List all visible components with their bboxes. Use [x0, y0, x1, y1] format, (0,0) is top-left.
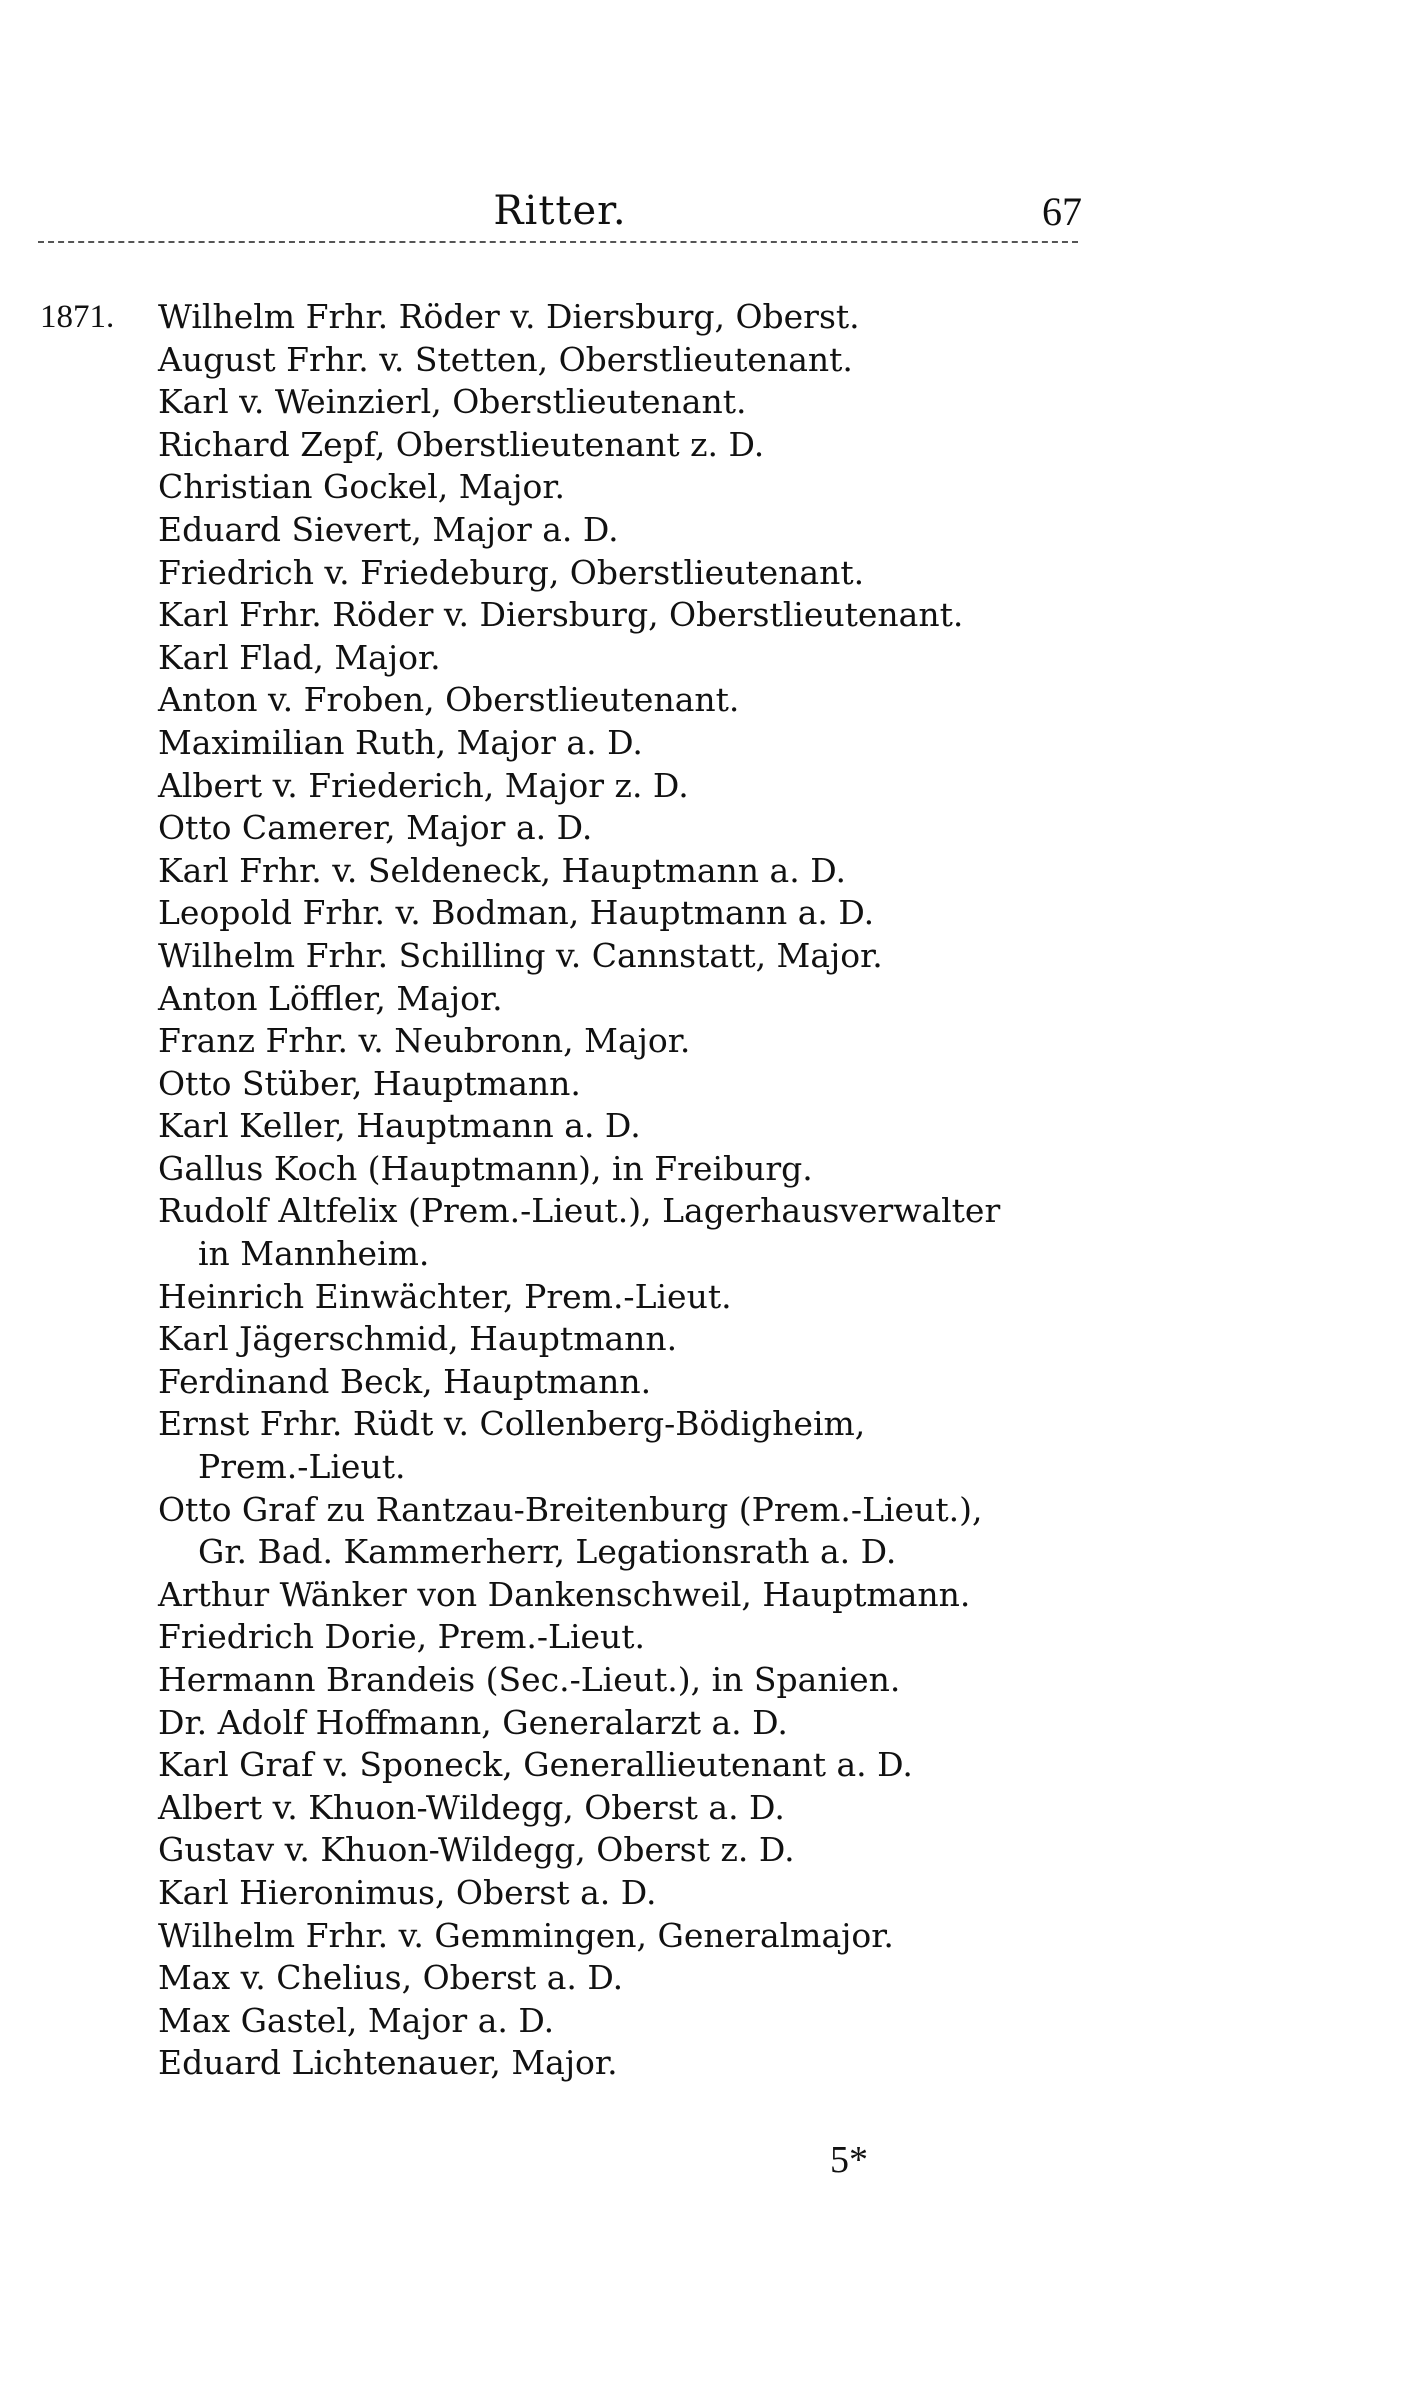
entry-text: Hermann Brandeis (Sec.-Lieut.), in Spanien.: [158, 1660, 901, 1699]
entry-text: Karl Flad, Major.: [158, 637, 441, 677]
entry-text: Albert v. Khuon-Wildegg, Oberst a. D.: [158, 1787, 785, 1827]
entry-text: Karl Graf v. Sponeck, Generallieutenant a. D.: [158, 1745, 913, 1785]
entry-text: Ernst Frhr. Rüdt v. Collenberg-Bödigheim,: [158, 1404, 866, 1444]
entry-text: Gustav v. Khuon-Wildegg, Oberst z. D.: [158, 1830, 795, 1870]
entry-text: Anton v. Froben, Oberstlieutenant.: [158, 680, 740, 720]
list-item: [40, 1105, 1080, 1148]
list-item: [40, 552, 1080, 595]
list-item: [40, 2000, 1080, 2043]
entry-text: Gr. Bad. Kammerherr, Legationsrath a. D.: [198, 1532, 897, 1572]
list-item: [40, 424, 1080, 467]
entry-list: [40, 296, 1080, 2085]
list-item: [40, 637, 1080, 680]
entry-text: Prem.-Lieut.: [198, 1447, 406, 1487]
list-item: [40, 1829, 1080, 1872]
list-item: [40, 1318, 1080, 1361]
list-item: [40, 807, 1080, 850]
list-item: [40, 1744, 1080, 1787]
list-item: [40, 722, 1080, 765]
entry-text: Franz Frhr. v. Neubronn, Major.: [158, 1021, 691, 1061]
list-item-continuation: [40, 1531, 1080, 1574]
list-item: [40, 1659, 1080, 1702]
list-item: [40, 339, 1080, 382]
entry-text: Ferdinand Beck, Hauptmann.: [158, 1361, 652, 1401]
entry-text: Gallus Koch (Hauptmann), in Freiburg.: [158, 1148, 813, 1188]
list-item: [40, 1020, 1080, 1063]
list-item-continuation: [40, 1446, 1080, 1489]
entry-text: Karl Jägerschmid, Hauptmann.: [158, 1319, 678, 1359]
entry-text: Anton Löffler, Major.: [158, 978, 503, 1018]
entry-text: Dr. Adolf Hoffmann, Generalarzt a. D.: [158, 1702, 788, 1742]
list-item: [40, 296, 1080, 339]
entry-text: Rudolf Altfelix (Prem.-Lieut.), Lagerhausverwalter: [158, 1191, 1001, 1231]
list-item: [40, 1190, 1080, 1233]
list-item: [40, 1957, 1080, 2000]
entry-text: Karl Keller, Hauptmann a. D.: [158, 1106, 641, 1146]
list-item: [40, 978, 1080, 1021]
entry-text: Karl v. Weinzierl, Oberstlieutenant.: [158, 382, 747, 422]
entry-text: Otto Graf zu Rantzau-Breitenburg (Prem.-Lieut.),: [158, 1489, 983, 1529]
entry-text: Wilhelm Frhr. Röder v. Diersburg, Oberst.: [158, 297, 860, 336]
list-item: [40, 381, 1080, 424]
entry-text: Maximilian Ruth, Major a. D.: [158, 722, 643, 762]
entry-text: Max v. Chelius, Oberst a. D.: [158, 1958, 624, 1998]
list-item: [40, 466, 1080, 509]
entry-text: Wilhelm Frhr. v. Gemmingen, Generalmajor.: [158, 1915, 894, 1955]
entry-text: Christian Gockel, Major.: [158, 467, 565, 507]
entry-text: Arthur Wänker von Dankenschweil, Hauptmann.: [158, 1574, 971, 1614]
list-item: [40, 1148, 1080, 1191]
entry-text: in Mannheim.: [198, 1234, 430, 1274]
entry-text: Albert v. Friederich, Major z. D.: [158, 765, 689, 805]
list-item: [40, 1616, 1080, 1659]
list-item: [40, 509, 1080, 552]
entry-text: Karl Frhr. Röder v. Diersburg, Oberstlieutenant.: [158, 595, 964, 635]
entry-text: Karl Frhr. v. Seldeneck, Hauptmann a. D.: [158, 850, 846, 890]
entry-text: Max Gastel, Major a. D.: [158, 2000, 555, 2040]
entry-text: Leopold Frhr. v. Bodman, Hauptmann a. D.: [158, 893, 875, 933]
list-item: [40, 1063, 1080, 1106]
list-item: [40, 765, 1080, 808]
list-item: [40, 850, 1080, 893]
list-item: [40, 679, 1080, 722]
list-item: [40, 594, 1080, 637]
list-item: [40, 1702, 1080, 1745]
page-title: Ritter.: [493, 188, 627, 234]
header-rule: [38, 241, 1078, 243]
list-item: [40, 1787, 1080, 1830]
entry-text: Friedrich v. Friedeburg, Oberstlieutenant.: [158, 552, 865, 592]
entry-text: Eduard Sievert, Major a. D.: [158, 509, 619, 549]
entry-text: Heinrich Einwächter, Prem.-Lieut.: [158, 1276, 732, 1316]
entry-text: Wilhelm Frhr. Schilling v. Cannstatt, Major.: [158, 935, 883, 975]
page-header: [40, 188, 1080, 248]
signature-mark: 5*: [830, 2139, 868, 2181]
list-item: [40, 1489, 1080, 1532]
list-item: [40, 892, 1080, 935]
list-item: [40, 935, 1080, 978]
list-item: [40, 1872, 1080, 1915]
entry-text: Eduard Lichtenauer, Major.: [158, 2043, 618, 2083]
list-item: [40, 1276, 1080, 1319]
entry-text: Richard Zepf, Oberstlieutenant z. D.: [158, 424, 765, 464]
list-item: [40, 1403, 1080, 1446]
entry-text: Friedrich Dorie, Prem.-Lieut.: [158, 1617, 646, 1657]
list-item: [40, 1574, 1080, 1617]
year-label: 1871.: [40, 299, 115, 335]
entry-text: August Frhr. v. Stetten, Oberstlieutenant.: [158, 339, 853, 379]
list-item: [40, 2042, 1080, 2085]
entry-text: Otto Stüber, Hauptmann.: [158, 1063, 581, 1103]
list-item-continuation: [40, 1233, 1080, 1276]
entry-text: Karl Hieronimus, Oberst a. D.: [158, 1872, 657, 1912]
entry-text: Otto Camerer, Major a. D.: [158, 808, 593, 848]
list-item: [40, 1361, 1080, 1404]
list-item: [40, 1915, 1080, 1958]
page-number: 67: [1042, 189, 1082, 234]
